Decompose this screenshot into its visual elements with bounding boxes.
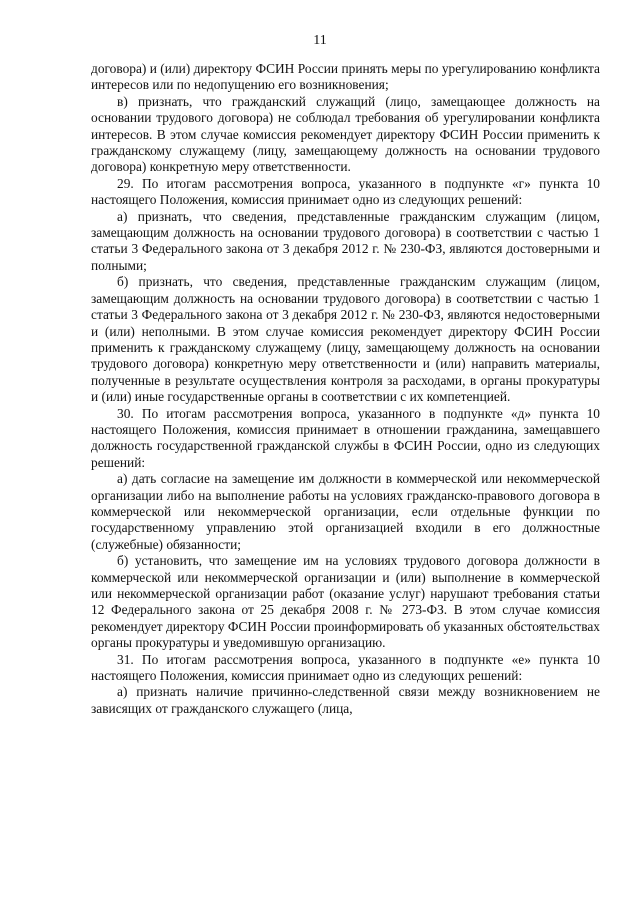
paragraph: договора) и (или) директору ФСИН России принять меры по урегулированию конфликта интересов или по недопущению его возникновения; (91, 61, 600, 93)
paragraph: а) дать согласие на замещение им должности в коммерческой или некоммерческой организации либо на выполнение работы на условиях гражданско-правового договора в коммерческой или некоммерческой организации, если отдельные функции по государственному управлению этой организацией входили в его должностные (служебные) обязанности; (91, 471, 600, 552)
paragraph: б) установить, что замещение им на условиях трудового договора должности в коммерческой или некоммерческой организации и (или) выполнение в коммерческой или некоммерческой организации работ (оказание услуг) нарушают требования статьи 12 Федерального закона от 25 декабря 2008 г. № 273-ФЗ. В этом случае комиссия рекомендует директору ФСИН России проинформировать об указанных обстоятельствах органы прокуратуры и уведомившую организацию. (91, 553, 600, 651)
paragraph: а) признать наличие причинно-следственной связи между возникновением не зависящих от гражданского служащего (лица, (91, 684, 600, 716)
paragraph: 31. По итогам рассмотрения вопроса, указанного в подпункте «е» пункта 10 настоящего Положения, комиссия принимает одно из следующих решений: (91, 651, 600, 684)
paragraph: 29. По итогам рассмотрения вопроса, указанного в подпункте «г» пункта 10 настоящего Положения, комиссия принимает одно из следующих решений: (91, 175, 600, 208)
paragraph: в) признать, что гражданский служащий (лицо, замещающее должность на основании трудового договора) не соблюдал требования об урегулировании конфликта интересов. В этом случае комиссия рекомендует директору ФСИН России применить к гражданскому служащему (лицу, замещающему должность на основании трудового договора) конкретную меру ответственности. (91, 93, 600, 175)
paragraph: 30. По итогам рассмотрения вопроса, указанного в подпункте «д» пункта 10 настоящего Положения, комиссия принимает в отношении гражданина, замещавшего должность государственной гражданской службы в ФСИН России, одно из следующих решений: (91, 405, 600, 470)
paragraph: б) признать, что сведения, представленные гражданским служащим (лицом, замещающим должность на основании трудового договора) в соответствии с частью 1 статьи 3 Федерального закона от 3 декабря 2012 г. № 230-ФЗ, являются недостоверными и (или) неполными. В этом случае комиссия рекомендует директору ФСИН России применить к гражданскому служащему (лицу, замещающему должность на основании трудового договора) конкретную меру ответственности и (или) направить материалы, полученные в результате осуществления контроля за расходами, в органы прокуратуры и (или) иные государственные органы в соответствии с их компетенцией. (91, 274, 600, 405)
page-number: 11 (313, 33, 327, 48)
body-text (91, 61, 600, 717)
paragraph: а) признать, что сведения, представленные гражданским служащим (лицом, замещающим должность на основании трудового договора) в соответствии с частью 1 статьи 3 Федерального закона от 3 декабря 2012 г. № 230-ФЗ, являются достоверными и полными; (91, 208, 600, 273)
